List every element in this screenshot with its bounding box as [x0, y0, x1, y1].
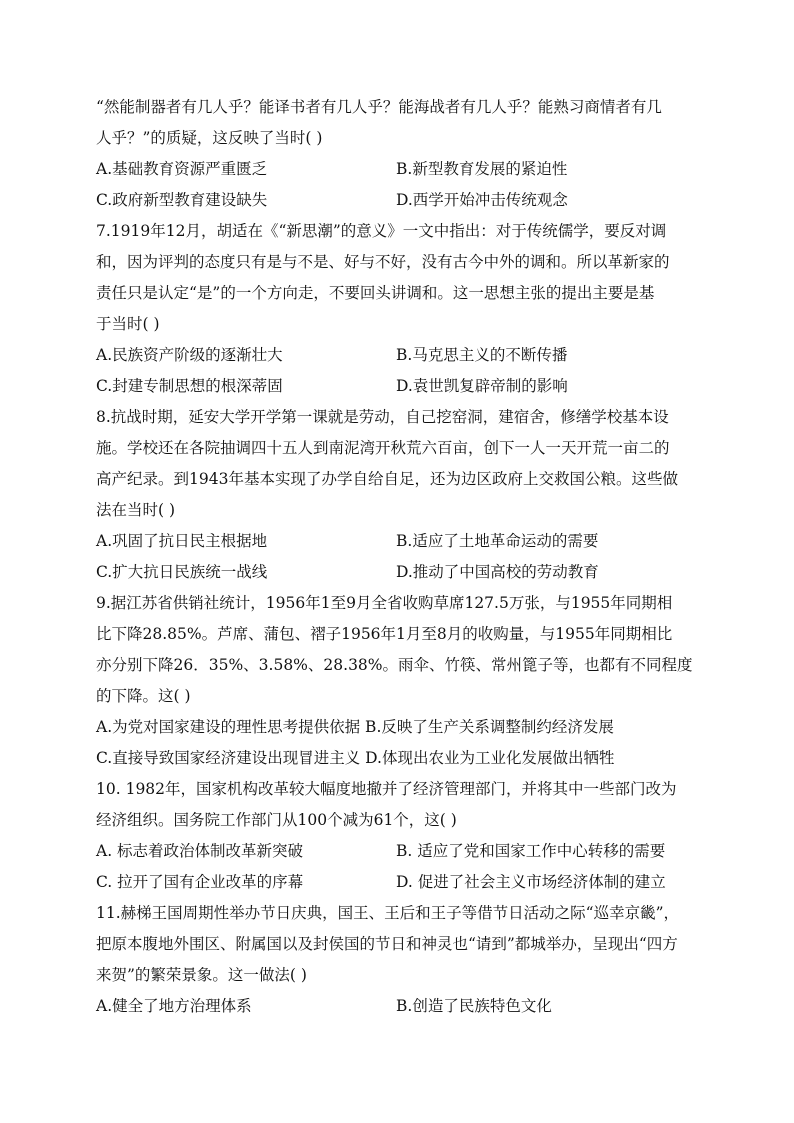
question-6 — [96, 92, 700, 216]
option-d: D.西学开始冲击传统观念 — [396, 191, 568, 209]
question-8 — [96, 402, 700, 588]
option-b: B.适应了土地革命运动的需要 — [396, 532, 599, 550]
question-9-options-row-2 — [96, 743, 700, 774]
question-7-options-row-2 — [96, 371, 700, 402]
question-6-line-1: “然能制器者有几人乎？能译书者有几人乎？能海战者有几人乎？能熟习商情者有几 — [96, 98, 662, 116]
question-11-line-1: 11.赫梯王国周期性举办节日庆典，国王、王后和王子等借节日活动之际“巡幸京畿”， — [96, 904, 680, 922]
question-10-options-row-1 — [96, 836, 700, 867]
question-8-line-3: 高产纪录。到1943年基本实现了办学自给自足，还为边区政府上交救国公粮。这些做 — [96, 470, 678, 488]
option-d: D.袁世凯复辟帝制的影响 — [396, 377, 568, 395]
option-c: C. 拉开了国有企业改革的序幕 — [96, 873, 304, 891]
option-a: A.巩固了抗日民主根据地 — [96, 532, 268, 550]
question-7-line-3: 责任只是认定“是”的一个方向走，不要回头讲调和。这一思想主张的提出主要是基 — [96, 284, 655, 302]
question-11 — [96, 898, 700, 1022]
question-8-line-4: 法在当时( ) — [96, 501, 176, 519]
option-b: B.马克思主义的不断传播 — [396, 346, 568, 364]
question-8-line-1: 8.抗战时期，延安大学开学第一课就是劳动，自己挖窑洞，建宿舍，修缮学校基本设 — [96, 408, 669, 426]
question-10-line-2: 经济组织。国务院工作部门从100个减为61个，这( ) — [96, 811, 457, 829]
question-9-line-4: 的下降。这( ) — [96, 687, 191, 705]
question-9-line-1: 9.据江苏省供销社统计，1956年1至9月全省收购草席127.5万张，与1955年同期相 — [96, 594, 673, 612]
question-9-line-2: 比下降28.85%。芦席、蒲包、褶子1956年1月至8月的收购量，与1955年同期相比 — [96, 625, 673, 643]
question-7-line-1: 7.1919年12月，胡适在《“新思潮”的意义》一文中指出：对于传统儒学，要反对调 — [96, 222, 667, 240]
option-b: B. 适应了党和国家工作中心转移的需要 — [396, 842, 666, 860]
question-10-line-1: 10. 1982年，国家机构改革较大幅度地撤并了经济管理部门，并将其中一些部门改为 — [96, 780, 677, 798]
question-9-line-3: 亦分别下降26．35%、3.58%、28.38%。雨伞、竹筷、常州篦子等，也都有不同程度 — [96, 656, 693, 674]
option-b: B.新型教育发展的紧迫性 — [396, 160, 568, 178]
option-c-d: C.直接导致国家经济建设出现冒进主义 D.体现出农业为工业化发展做出牺牲 — [96, 749, 615, 767]
question-6-line-2: 人乎？”的质疑，这反映了当时( ) — [96, 129, 323, 147]
question-11-options-row-1 — [96, 991, 700, 1022]
question-7 — [96, 216, 700, 402]
question-8-line-2: 施。学校还在各院抽调四十五人到南泥湾开秋荒六百亩，创下一人一天开荒一亩二的 — [96, 439, 670, 457]
question-7-line-2: 和，因为评判的态度只有是与不是、好与不好，没有古今中外的调和。所以革新家的 — [96, 253, 670, 271]
question-8-options-row-1 — [96, 526, 700, 557]
option-b: B.创造了民族特色文化 — [396, 997, 552, 1015]
option-c: C.政府新型教育建设缺失 — [96, 191, 268, 209]
question-10 — [96, 774, 700, 898]
option-c: C.封建专制思想的根深蒂固 — [96, 377, 283, 395]
option-d: D.推动了中国高校的劳动教育 — [396, 563, 599, 581]
question-9-options-row-1 — [96, 712, 700, 743]
question-11-line-3: 来贺”的繁荣景象。这一做法( ) — [96, 966, 307, 984]
exam-page — [96, 92, 700, 1022]
question-7-options-row-1 — [96, 340, 700, 371]
option-a: A. 标志着政治体制改革新突破 — [96, 842, 304, 860]
option-a: A.基础教育资源严重匮乏 — [96, 160, 268, 178]
option-a: A.民族资产阶级的逐渐壮大 — [96, 346, 283, 364]
question-7-line-4: 于当时( ) — [96, 315, 160, 333]
question-6-options-row-1 — [96, 154, 700, 185]
option-a: A.健全了地方治理体系 — [96, 997, 252, 1015]
option-d: D. 促进了社会主义市场经济体制的建立 — [396, 873, 666, 891]
option-a-b: A.为党对国家建设的理性思考提供依据 B.反映了生产关系调整制约经济发展 — [96, 718, 614, 736]
question-11-line-2: 把原本腹地外围区、附属国以及封侯国的节日和神灵也“请到”都城举办，呈现出“四方 — [96, 935, 678, 953]
option-c: C.扩大抗日民族统一战线 — [96, 563, 268, 581]
question-10-options-row-2 — [96, 867, 700, 898]
question-9 — [96, 588, 700, 774]
question-6-options-row-2 — [96, 185, 700, 216]
question-8-options-row-2 — [96, 557, 700, 588]
